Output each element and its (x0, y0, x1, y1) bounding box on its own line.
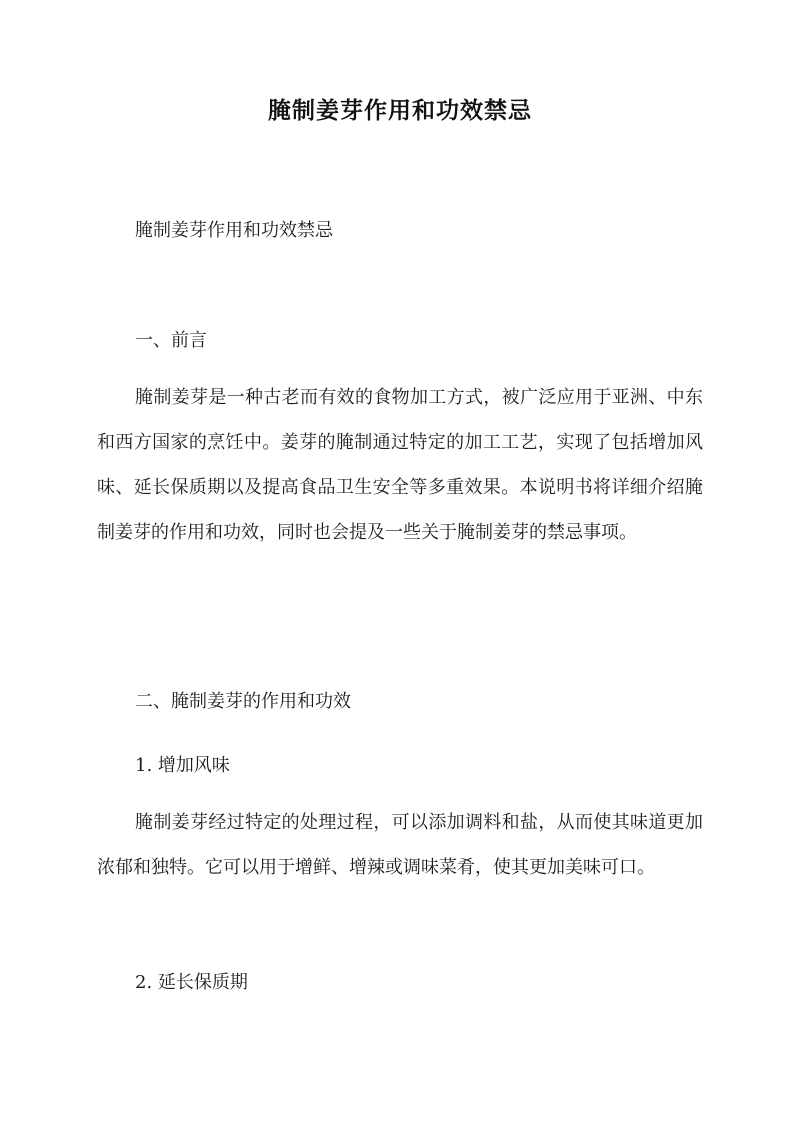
section-heading-effects: 二、腌制姜芽的作用和功效 (135, 691, 351, 712)
item-heading-shelf-life: 2. 延长保质期 (135, 972, 248, 993)
paragraph-flavor: 腌制姜芽经过特定的处理过程，可以添加调料和盐，从而使其味道更加浓郁和独特。它可以用于增鲜、增辣或调味菜肴，使其更加美味可口。 (97, 812, 703, 878)
section-heading-preface: 一、前言 (135, 330, 207, 351)
paragraph-preface: 腌制姜芽是一种古老而有效的食物加工方式，被广泛应用于亚洲、中东和西方国家的烹饪中。姜芽的腌制通过特定的加工工艺，实现了包括增加风味、延长保质期以及提高食品卫生安全等多重效果。本说明书将详细介绍腌制姜芽的作用和功效，同时也会提及一些关于腌制姜芽的禁忌事项。 (97, 387, 703, 543)
item-heading-flavor: 1. 增加风味 (135, 755, 230, 776)
document-subtitle: 腌制姜芽作用和功效禁忌 (135, 220, 333, 241)
document-title: 腌制姜芽作用和功效禁忌 (268, 97, 532, 124)
